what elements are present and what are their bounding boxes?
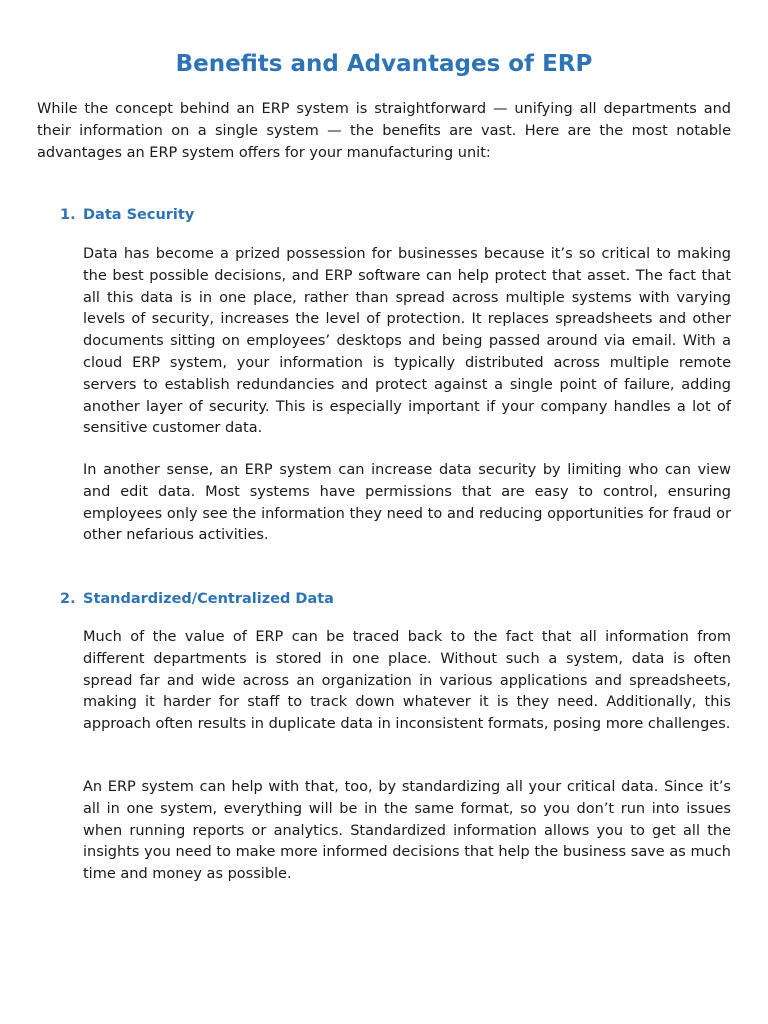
section-paragraph: Much of the value of ERP can be traced back to the fact that all information from different departments is stored in one place. Without such a system, data is often spread far and wide across an organization in various applications and spreadsheets, making it harder for staff to track down whatever it is they need. Additionally, this approach often results in duplicate data in inconsistent formats, posing more challenges.	[83, 629, 731, 733]
section-heading-data-security	[60, 204, 720, 226]
section-number: 1.	[60, 207, 76, 223]
section-title: Data Security	[83, 207, 195, 223]
intro-paragraph: While the concept behind an ERP system is straightforward — unifying all departments and their information on a single system — the benefits are vast. Here are the most notable advantages an ERP system offers for your manufacturing unit:	[37, 101, 731, 161]
section-number: 2.	[60, 591, 76, 607]
section-paragraph: An ERP system can help with that, too, by standardizing all your critical data. Since it’s all in one system, everything will be in the same format, so you don’t run into issues when running reports or analytics. Standardized information allows you to get all the insights you need to make more informed decisions that help the business save as much time and money as possible.	[83, 779, 731, 883]
section-title: Standardized/Centralized Data	[83, 591, 334, 607]
section-paragraph: In another sense, an ERP system can increase data security by limiting who can view and edit data. Most systems have permissions that are easy to control, ensuring employees only see the information they need to and reducing opportunities for fraud or other nefarious activities.	[83, 462, 731, 544]
section-paragraph: Data has become a prized possession for businesses because it’s so critical to making the best possible decisions, and ERP software can help protect that asset. The fact that all this data is in one place, rather than spread across multiple systems with varying levels of security, increases the level of protection. It replaces spreadsheets and other documents sitting on employees’ desktops and being passed around via email. With a cloud ERP system, your information is typically distributed across multiple remote servers to establish redundancies and protect against a single point of failure, adding another layer of security. This is especially important if your company handles a lot of sensitive customer data.	[83, 246, 731, 437]
page-title: Benefits and Advantages of ERP	[175, 51, 593, 77]
section-heading-standardized-data	[60, 588, 720, 610]
